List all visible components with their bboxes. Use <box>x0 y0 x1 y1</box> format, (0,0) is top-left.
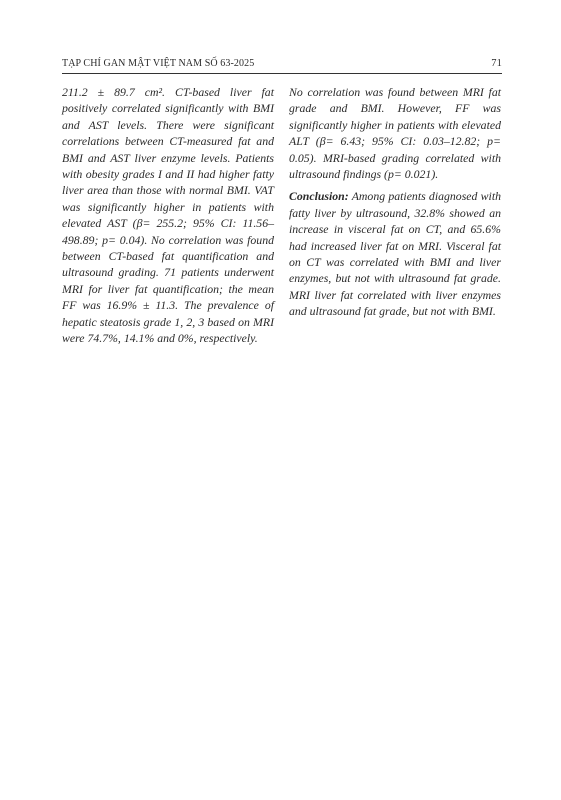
right-paragraph-results: No correlation was found between MRI fat grade and BMI. However, FF was significantly higher in patients with elevated ALT (β= 6.43; 95% CI: 0.03–12.82; p= 0.05). MRI-based grading correlated with ultrasound findings (p= 0.021). <box>289 85 501 182</box>
conclusion-paragraph <box>289 188 501 319</box>
left-paragraph: 211.2 ± 89.7 cm². CT-based liver fat positively correlated significantly with BMI and AST levels. There were significant correlations between CT-measured fat and BMI and AST liver enzyme levels. Patients with obesity grades I and II had higher fatty liver area than those with normal BMI. VAT was significantly higher in patients with elevated AST (β= 255.2; 95% CI: 11.56–498.89; p= 0.04). No correlation was found between CT-based fat quantification and ultrasound grading. 71 patients underwent MRI for liver fat quantification; the mean FF was 16.9% ± 11.3. The prevalence of hepatic steatosis grade 1, 2, 3 based on MRI were 74.7%, 14.1% and 0%, respectively. <box>62 85 274 346</box>
running-header <box>62 58 502 74</box>
right-column <box>289 84 501 320</box>
header-rule <box>62 73 502 74</box>
journal-title: TẠP CHÍ GAN MẬT VIỆT NAM SỐ 63-2025 <box>62 58 255 69</box>
left-column <box>62 84 274 347</box>
conclusion-label: Conclusion: <box>289 189 349 204</box>
conclusion-text: Among patients diagnosed with fatty liver by ultrasound, 32.8% showed an increase in visceral fat on CT, and 65.6% had increased liver fat on MRI. Visceral fat on CT was correlated with BMI and liver enzymes, but not with ultrasound fat grade. MRI liver fat correlated with liver enzymes and ultrasound fat grade, but not with BMI. <box>289 189 501 319</box>
page-number: 71 <box>491 58 502 69</box>
